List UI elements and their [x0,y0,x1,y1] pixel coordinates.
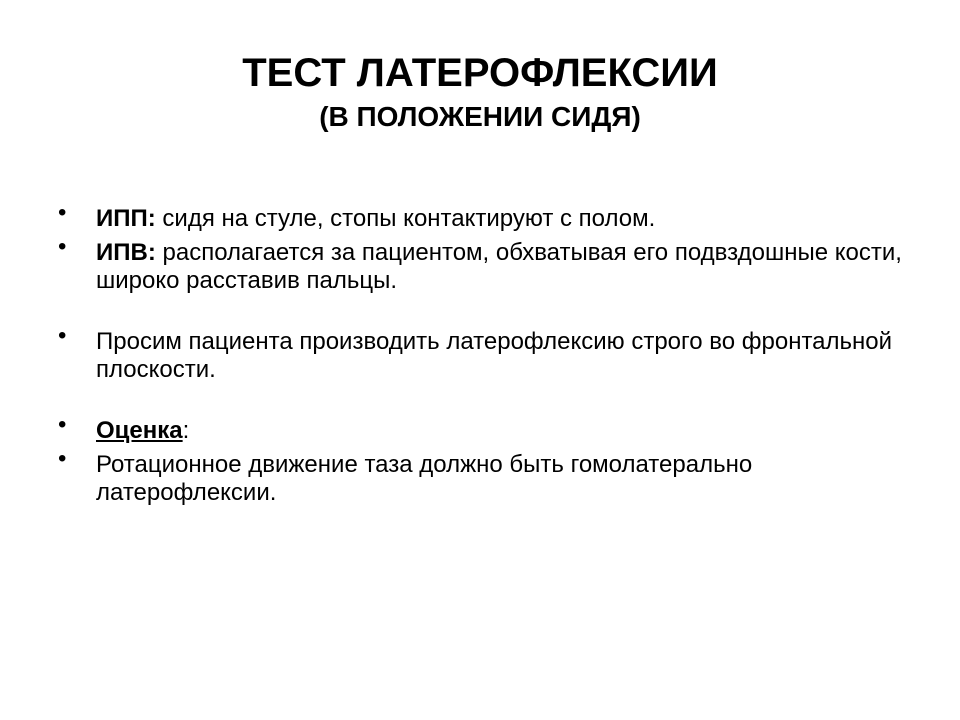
bullet-marker: • [58,322,67,349]
bullet-evaluation-label: Оценка [96,417,183,444]
bullet-instruction [58,322,918,384]
bullet-marker: • [58,233,67,260]
bullet-result-text: Ротационное движение таза должно быть гомолатерально латерофлексии. [96,451,753,506]
bullet-list [58,199,918,507]
bullet-ipv-label: ИПВ: [96,239,156,266]
bullet-marker: • [58,445,67,472]
bullet-instruction-text: Просим пациента производить латерофлексию строго во фронтальной плоскости. [96,328,893,383]
bullet-marker: • [58,199,67,226]
bullet-evaluation-suffix: : [182,417,190,444]
bullet-ipp-label: ИПП: [96,205,156,232]
bullet-ipp [58,199,918,233]
bullet-evaluation [58,411,918,445]
slide-title: ТЕСТ ЛАТЕРОФЛЕКСИИ [242,51,718,95]
title-block [0,50,960,134]
bullet-ipv-text: располагается за пациентом, обхватывая его подвздошные кости, широко расставив пальцы. [96,239,902,294]
bullet-result [58,445,918,507]
bullet-ipp-text: сидя на стуле, стопы контактируют с полом. [155,205,656,232]
bullet-marker: • [58,411,67,438]
bullet-ipv [58,233,918,295]
slide-subtitle: (В ПОЛОЖЕНИИ СИДЯ) [319,101,641,132]
